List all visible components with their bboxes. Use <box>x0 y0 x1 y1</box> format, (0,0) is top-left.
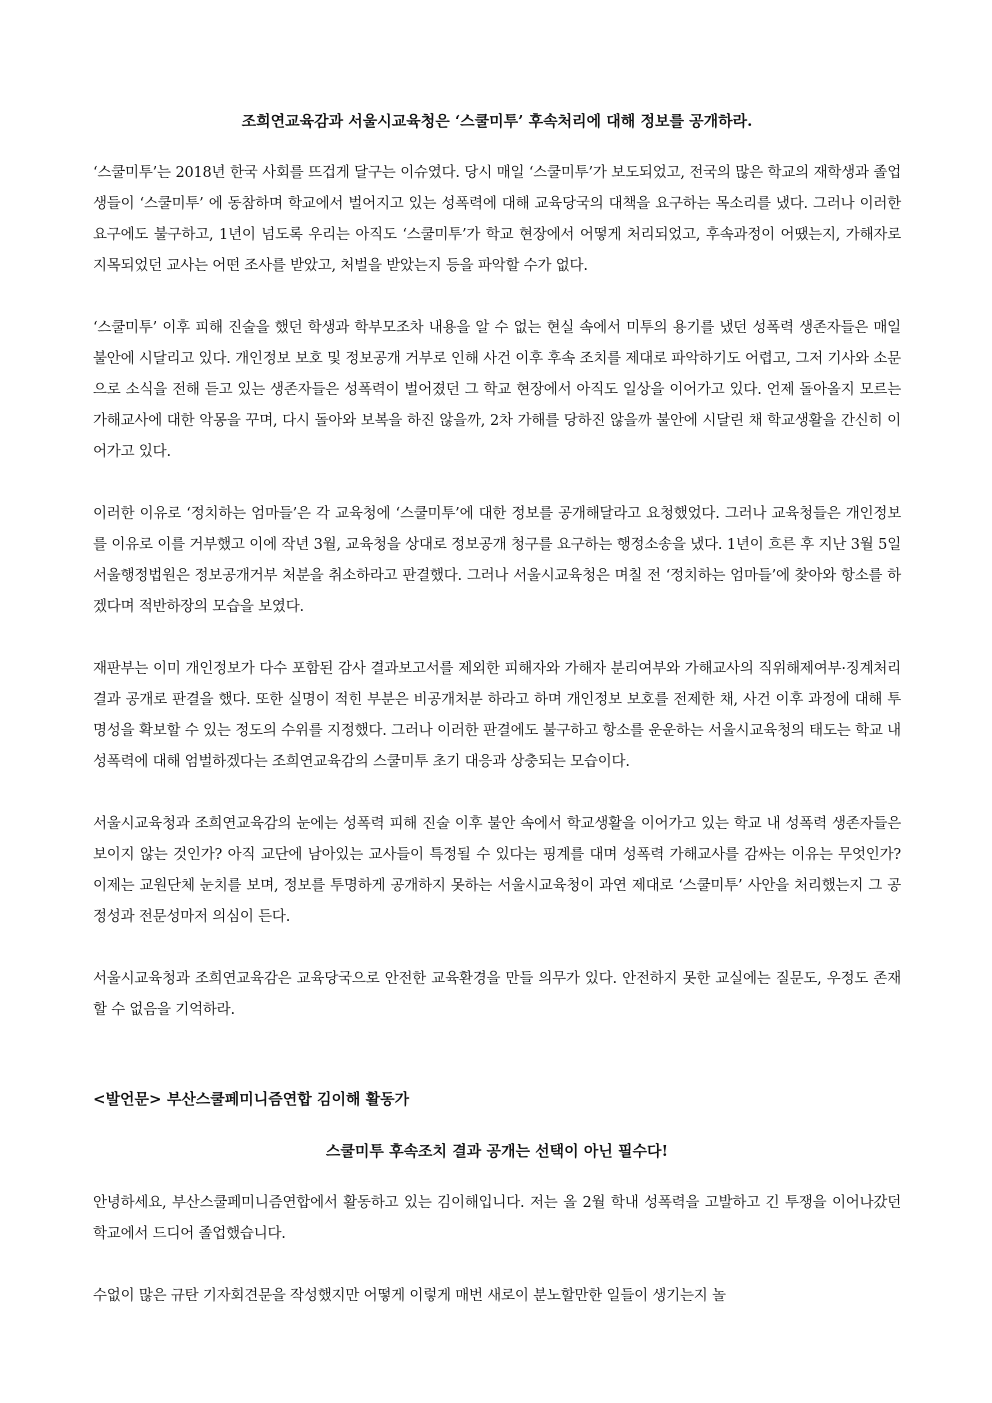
body-paragraph: 이러한 이유로 ‘정치하는 엄마들’은 각 교육청에 ‘스쿨미투’에 대한 정보를 공개해달라고 요청했었다. 그러나 교육청들은 개인정보를 이유로 이를 거부했고 이에 작년 3월, 교육청을 상대로 정보공개 청구를 요구하는 행정소송을 냈다. 1년이 흐른 후 지난 3월 5일 서울행정법원은 정보공개거부 처분을 취소하라고 판결했다. 그러나 서울시교육청은 며칠 전 ‘정치하는 엄마들’에 찾아와 항소를 하겠다며 적반하장의 모습을 보였다. <box>93 506 901 615</box>
document-title: 조희연교육감과 서울시교육청은 ‘스쿨미투’ 후속처리에 대해 정보를 공개하라. <box>241 112 753 130</box>
body-paragraph: 재판부는 이미 개인정보가 다수 포함된 감사 결과보고서를 제외한 피해자와 가해자 분리여부와 가해교사의 직위해제여부·징계처리결과 공개로 판결을 했다. 또한 실명이 적힌 부분은 비공개처분 하라고 하며 개인정보 보호를 전제한 채, 사건 이후 과정에 대해 투명성을 확보할 수 있는 정도의 수위를 지정했다. 그러나 이러한 판결에도 불구하고 항소를 운운하는 서울시교육청의 태도는 학교 내 성폭력에 대해 엄벌하겠다는 조희연교육감의 스쿨미투 초기 대응과 상충되는 모습이다. <box>93 661 901 770</box>
statement-paragraph: 안녕하세요, 부산스쿨페미니즘연합에서 활동하고 있는 김이해입니다. 저는 올 2월 학내 성폭력을 고발하고 긴 투쟁을 이어나갔던 학교에서 드디어 졸업했습니다. <box>93 1195 901 1242</box>
body-paragraph: ‘스쿨미투’ 이후 피해 진술을 했던 학생과 학부모조차 내용을 알 수 없는 현실 속에서 미투의 용기를 냈던 성폭력 생존자들은 매일 불안에 시달리고 있다. 개인정보 보호 및 정보공개 거부로 인해 사건 이후 후속 조치를 제대로 파악하기도 어렵고, 그저 기사와 소문으로 소식을 전해 듣고 있는 생존자들은 성폭력이 벌어졌던 그 학교 현장에서 아직도 일상을 이어가고 있다. 언제 돌아올지 모르는 가해교사에 대한 악몽을 꾸며, 다시 돌아와 보복을 하진 않을까, 2차 가해를 당하진 않을까 불안에 시달린 채 학교생활을 간신히 이어가고 있다. <box>93 320 901 460</box>
document-page <box>93 110 901 1312</box>
body-paragraph: ‘스쿨미투’는 2018년 한국 사회를 뜨겁게 달구는 이슈였다. 당시 매일 ‘스쿨미투’가 보도되었고, 전국의 많은 학교의 재학생과 졸업생들이 ‘스쿨미투’ 에 동참하며 학교에서 벌어지고 있는 성폭력에 대해 교육당국의 대책을 요구하는 목소리를 냈다. 그러나 이러한 요구에도 불구하고, 1년이 넘도록 우리는 아직도 ‘스쿨미투’가 학교 현장에서 어떻게 처리되었고, 후속과정이 어땠는지, 가해자로 지목되었던 교사는 어떤 조사를 받았고, 처벌을 받았는지 등을 파악할 수가 없다. <box>93 165 901 274</box>
statement-paragraph: 수없이 많은 규탄 기자회견문을 작성했지만 어떻게 이렇게 매번 새로이 분노할만한 일들이 생기는지 놀 <box>93 1288 726 1304</box>
statement-heading: <발언문> 부산스쿨페미니즘연합 김이해 활동가 <box>93 1090 410 1108</box>
body-paragraph: 서울시교육청과 조희연교육감은 교육당국으로 안전한 교육환경을 만들 의무가 있다. 안전하지 못한 교실에는 질문도, 우정도 존재할 수 없음을 기억하라. <box>93 971 901 1018</box>
statement-title: 스쿨미투 후속조치 결과 공개는 선택이 아닌 필수다! <box>325 1142 669 1160</box>
body-paragraph: 서울시교육청과 조희연교육감의 눈에는 성폭력 피해 진술 이후 불안 속에서 학교생활을 이어가고 있는 학교 내 성폭력 생존자들은 보이지 않는 것인가? 아직 교단에 남아있는 교사들이 특정될 수 있다는 핑계를 대며 성폭력 가해교사를 감싸는 이유는 무엇인가? 이제는 교원단체 눈치를 보며, 정보를 투명하게 공개하지 못하는 서울시교육청이 과연 제대로 ‘스쿨미투’ 사안을 처리했는지 그 공정성과 전문성마저 의심이 든다. <box>93 816 901 925</box>
